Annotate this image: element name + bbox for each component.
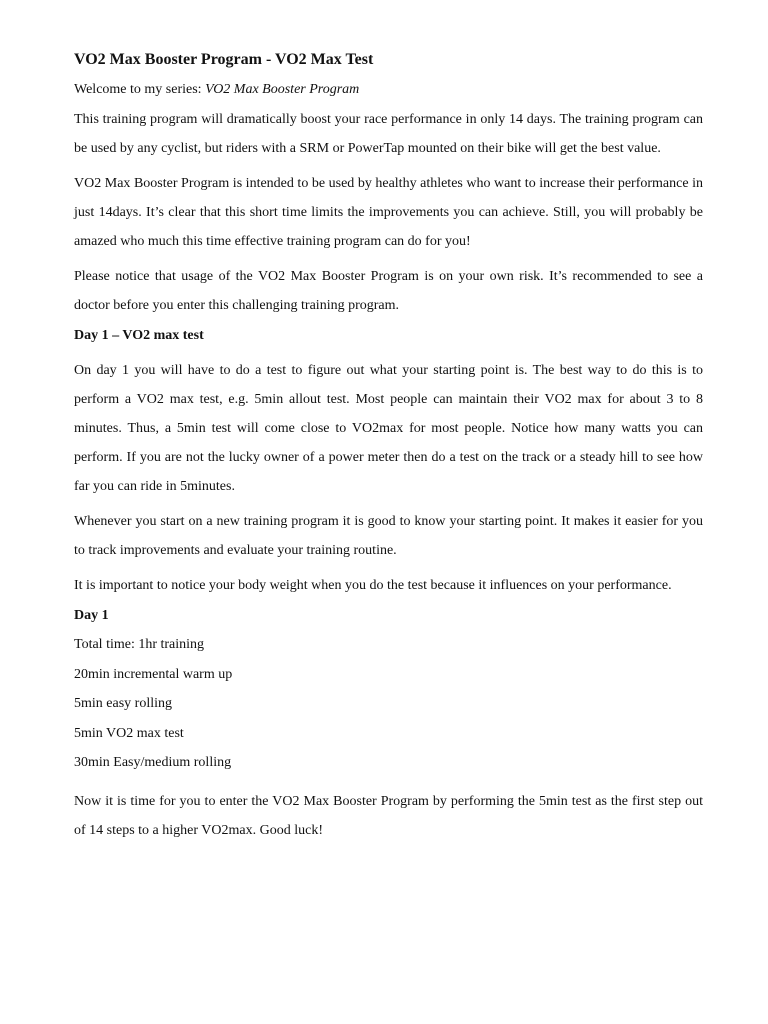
section-paragraph: It is important to notice your body weight when you do the test because it influences on your performance. [74,578,672,593]
closing-paragraph: Now it is time for you to enter the VO2 Max Booster Program by performing the 5min test as the first step out of 14 steps to a higher VO2max. Good luck! [74,793,703,838]
intro-paragraph: VO2 Max Booster Program is intended to be used by healthy athletes who want to increase their performance in just 14days. It’s clear that this short time limits the improvements you can achieve. Still, you will probably be amazed who much this time effective training program can do for you! [74,176,703,249]
schedule-item: 5min VO2 max test [74,725,184,741]
series-name: VO2 Max Booster Program [205,82,360,97]
section-paragraph: On day 1 you will have to do a test to figure out what your starting point is. The best way to do this is to perform a VO2 max test, e.g. 5min allout test. Most people can maintain their VO2 max for about 3 to 8 minutes. Thus, a 5min test will come close to VO2max for most people. Notice how many watts you can perform. If you are not the lucky owner of a power meter then do a test on the track or a steady hill to see how far you can ride in 5minutes. [74,363,703,494]
welcome-prefix: Welcome to my series: [74,82,206,97]
intro-paragraph: Please notice that usage of the VO2 Max Booster Program is on your own risk. It’s recommended to see a doctor before you enter this challenging training program. [74,269,703,313]
intro-paragraph: This training program will dramatically boost your race performance in only 14 days. The training program can be used by any cyclist, but riders with a SRM or PowerTap mounted on their bike will get the best value. [74,112,703,156]
schedule-item: 30min Easy/medium rolling [74,755,232,770]
day-heading: Day 1 [74,608,109,623]
section-paragraph: Whenever you start on a new training program it is good to know your starting point. It makes it easier for you to track improvements and evaluate your training routine. [74,514,703,558]
schedule-item: Total time: 1hr training [74,637,205,652]
section-heading: Day 1 – VO2 max test [74,328,204,343]
schedule-list [74,630,703,778]
schedule-item: 20min incremental warm up [74,666,233,682]
schedule-item: 5min easy rolling [74,696,172,711]
document-page [74,50,703,851]
welcome-line [74,80,703,100]
document-title: VO2 Max Booster Program - VO2 Max Test [74,51,374,68]
